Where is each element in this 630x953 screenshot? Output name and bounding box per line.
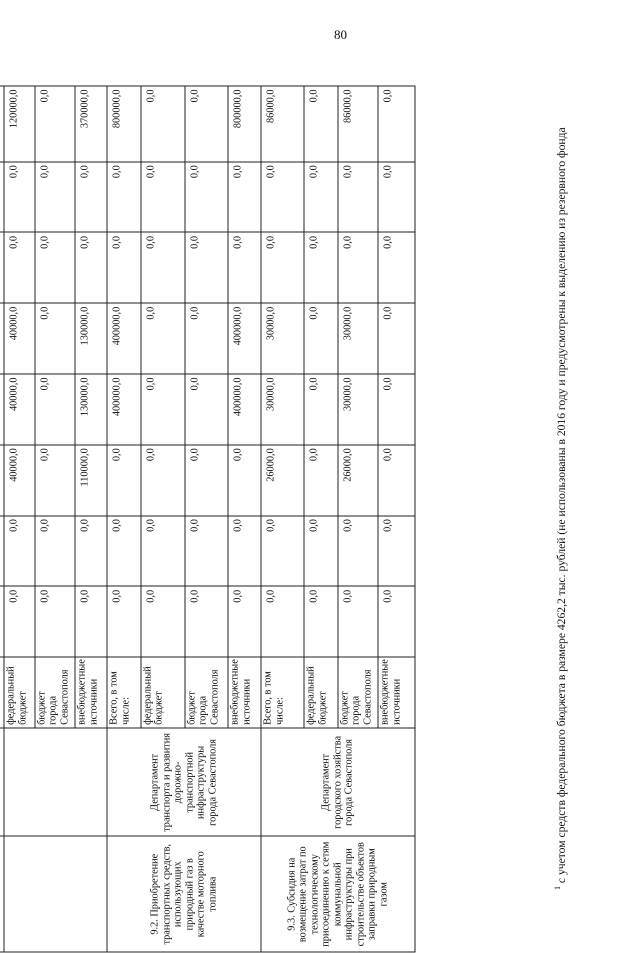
value-cell: 0,0 <box>304 232 337 303</box>
footnote <box>551 30 591 890</box>
value-cell: 0,0 <box>35 445 75 516</box>
source-cell: внебюджетные источники <box>228 657 261 728</box>
value-cell: 0,0 <box>228 232 261 303</box>
value-cell: 0,0 <box>107 445 140 516</box>
value-cell: 0,0 <box>338 586 378 657</box>
value-cell: 0,0 <box>35 374 75 445</box>
value-cell: 0,0 <box>378 516 415 587</box>
value-cell: 0,0 <box>35 162 75 233</box>
source-cell: внебюджетные источники <box>75 657 107 728</box>
value-cell: 0,0 <box>35 86 75 162</box>
value-cell: 0,0 <box>35 586 75 657</box>
value-cell: 86000,0 <box>338 86 378 162</box>
value-cell: 0,0 <box>228 516 261 587</box>
footnote-mark: 1 <box>553 886 562 890</box>
value-cell: 0,0 <box>338 162 378 233</box>
value-cell: 0,0 <box>141 86 185 162</box>
value-cell: 0,0 <box>185 303 228 374</box>
value-cell: 0,0 <box>185 445 228 516</box>
value-cell: 0,0 <box>75 162 107 233</box>
value-cell: 0,0 <box>228 445 261 516</box>
value-cell: 40000,0 <box>4 303 34 374</box>
value-cell: 0,0 <box>261 516 304 587</box>
value-cell: 0,0 <box>378 232 415 303</box>
value-cell: 0,0 <box>107 162 140 233</box>
value-cell: 40000,0 <box>4 445 34 516</box>
value-cell: 30000,0 <box>338 303 378 374</box>
measure-9-2-manager: Департамент транспорта и развития дорожно-транспортной инфраструктуры города Севастополя <box>107 728 261 836</box>
value-cell: 0,0 <box>185 232 228 303</box>
value-cell: 0,0 <box>185 374 228 445</box>
value-cell: 0,0 <box>378 86 415 162</box>
value-cell: 130000,0 <box>75 374 107 445</box>
value-cell: 0,0 <box>185 586 228 657</box>
measure-9-3-name: 9.3. Субсидия на возмещение затрат по технологическому присоединению к сетям коммунальной инфраструктуры при строительстве объектов заправки природным газом <box>261 836 415 952</box>
value-cell: 0,0 <box>185 86 228 162</box>
value-cell: 0,0 <box>4 232 34 303</box>
value-cell: 0,0 <box>378 445 415 516</box>
value-cell: 0,0 <box>378 586 415 657</box>
source-cell: федеральный бюджет <box>4 657 34 728</box>
value-cell: 0,0 <box>75 586 107 657</box>
value-cell: 0,0 <box>378 303 415 374</box>
value-cell: 0,0 <box>261 162 304 233</box>
value-cell: 120000,0 <box>4 86 34 162</box>
value-cell: 0,0 <box>75 232 107 303</box>
value-cell: 0,0 <box>304 162 337 233</box>
footnote-text: с учетом средств федерального бюджета в размере 4262,2 тыс. рублей (не использованы в 2016 году и предусмотрены к выделению из резервного фонда <box>554 127 568 884</box>
value-cell: 0,0 <box>75 516 107 587</box>
value-cell: 0,0 <box>107 586 140 657</box>
value-cell: 0,0 <box>35 232 75 303</box>
value-cell: 26000,0 <box>338 445 378 516</box>
value-cell: 0,0 <box>35 516 75 587</box>
value-cell: 0,0 <box>378 374 415 445</box>
value-cell: 26000,0 <box>261 445 304 516</box>
value-cell: 0,0 <box>228 162 261 233</box>
value-cell: 0,0 <box>304 445 337 516</box>
value-cell: 40000,0 <box>4 374 34 445</box>
value-cell: 0,0 <box>141 162 185 233</box>
source-cell: федеральный бюджет <box>141 657 185 728</box>
source-cell: Всего, в том числе: <box>107 657 140 728</box>
value-cell: 0,0 <box>141 586 185 657</box>
value-cell: 0,0 <box>107 232 140 303</box>
rotated-table <box>0 86 416 953</box>
value-cell: 0,0 <box>141 445 185 516</box>
value-cell: 0,0 <box>185 516 228 587</box>
value-cell: 0,0 <box>304 86 337 162</box>
value-cell: 30000,0 <box>261 303 304 374</box>
source-cell: бюджет города Севастополя <box>185 657 228 728</box>
value-cell: 0,0 <box>228 586 261 657</box>
row-name-cell <box>4 836 107 952</box>
source-cell: внебюджетные источники <box>378 657 415 728</box>
budget-table <box>0 86 416 953</box>
value-cell: 0,0 <box>141 516 185 587</box>
value-cell: 400000,0 <box>228 374 261 445</box>
value-cell: 0,0 <box>304 586 337 657</box>
value-cell: 0,0 <box>4 586 34 657</box>
value-cell: 400000,0 <box>107 374 140 445</box>
value-cell: 0,0 <box>141 232 185 303</box>
value-cell: 0,0 <box>35 303 75 374</box>
value-cell: 0,0 <box>4 516 34 587</box>
value-cell: 0,0 <box>261 232 304 303</box>
value-cell: 0,0 <box>4 162 34 233</box>
value-cell: 0,0 <box>338 516 378 587</box>
value-cell: 370000,0 <box>75 86 107 162</box>
source-cell: бюджет города Севастополя <box>35 657 75 728</box>
value-cell: 800000,0 <box>228 86 261 162</box>
source-cell: бюджет города Севастополя <box>338 657 378 728</box>
value-cell: 0,0 <box>304 303 337 374</box>
value-cell: 400000,0 <box>228 303 261 374</box>
measure-9-2-name: 9.2. Приобретение транспортных средств, использующих природный газ в качестве моторного топлива <box>107 836 261 952</box>
value-cell: 400000,0 <box>107 303 140 374</box>
source-cell: Всего, в том числе: <box>261 657 304 728</box>
measure-9-3-manager: Департамент городского хозяйства города Севастополя <box>261 728 415 836</box>
row-manager-cell <box>4 728 107 836</box>
page-number: 80 <box>334 27 347 42</box>
value-cell: 130000,0 <box>75 303 107 374</box>
value-cell: 0,0 <box>338 232 378 303</box>
value-cell: 0,0 <box>185 162 228 233</box>
value-cell: 0,0 <box>261 586 304 657</box>
value-cell: 0,0 <box>378 162 415 233</box>
source-cell: федеральный бюджет <box>304 657 337 728</box>
value-cell: 0,0 <box>304 516 337 587</box>
value-cell: 0,0 <box>107 516 140 587</box>
value-cell: 86000,0 <box>261 86 304 162</box>
value-cell: 0,0 <box>141 303 185 374</box>
value-cell: 800000,0 <box>107 86 140 162</box>
value-cell: 110000,0 <box>75 445 107 516</box>
value-cell: 0,0 <box>141 374 185 445</box>
value-cell: 30000,0 <box>338 374 378 445</box>
value-cell: 30000,0 <box>261 374 304 445</box>
value-cell: 0,0 <box>304 374 337 445</box>
